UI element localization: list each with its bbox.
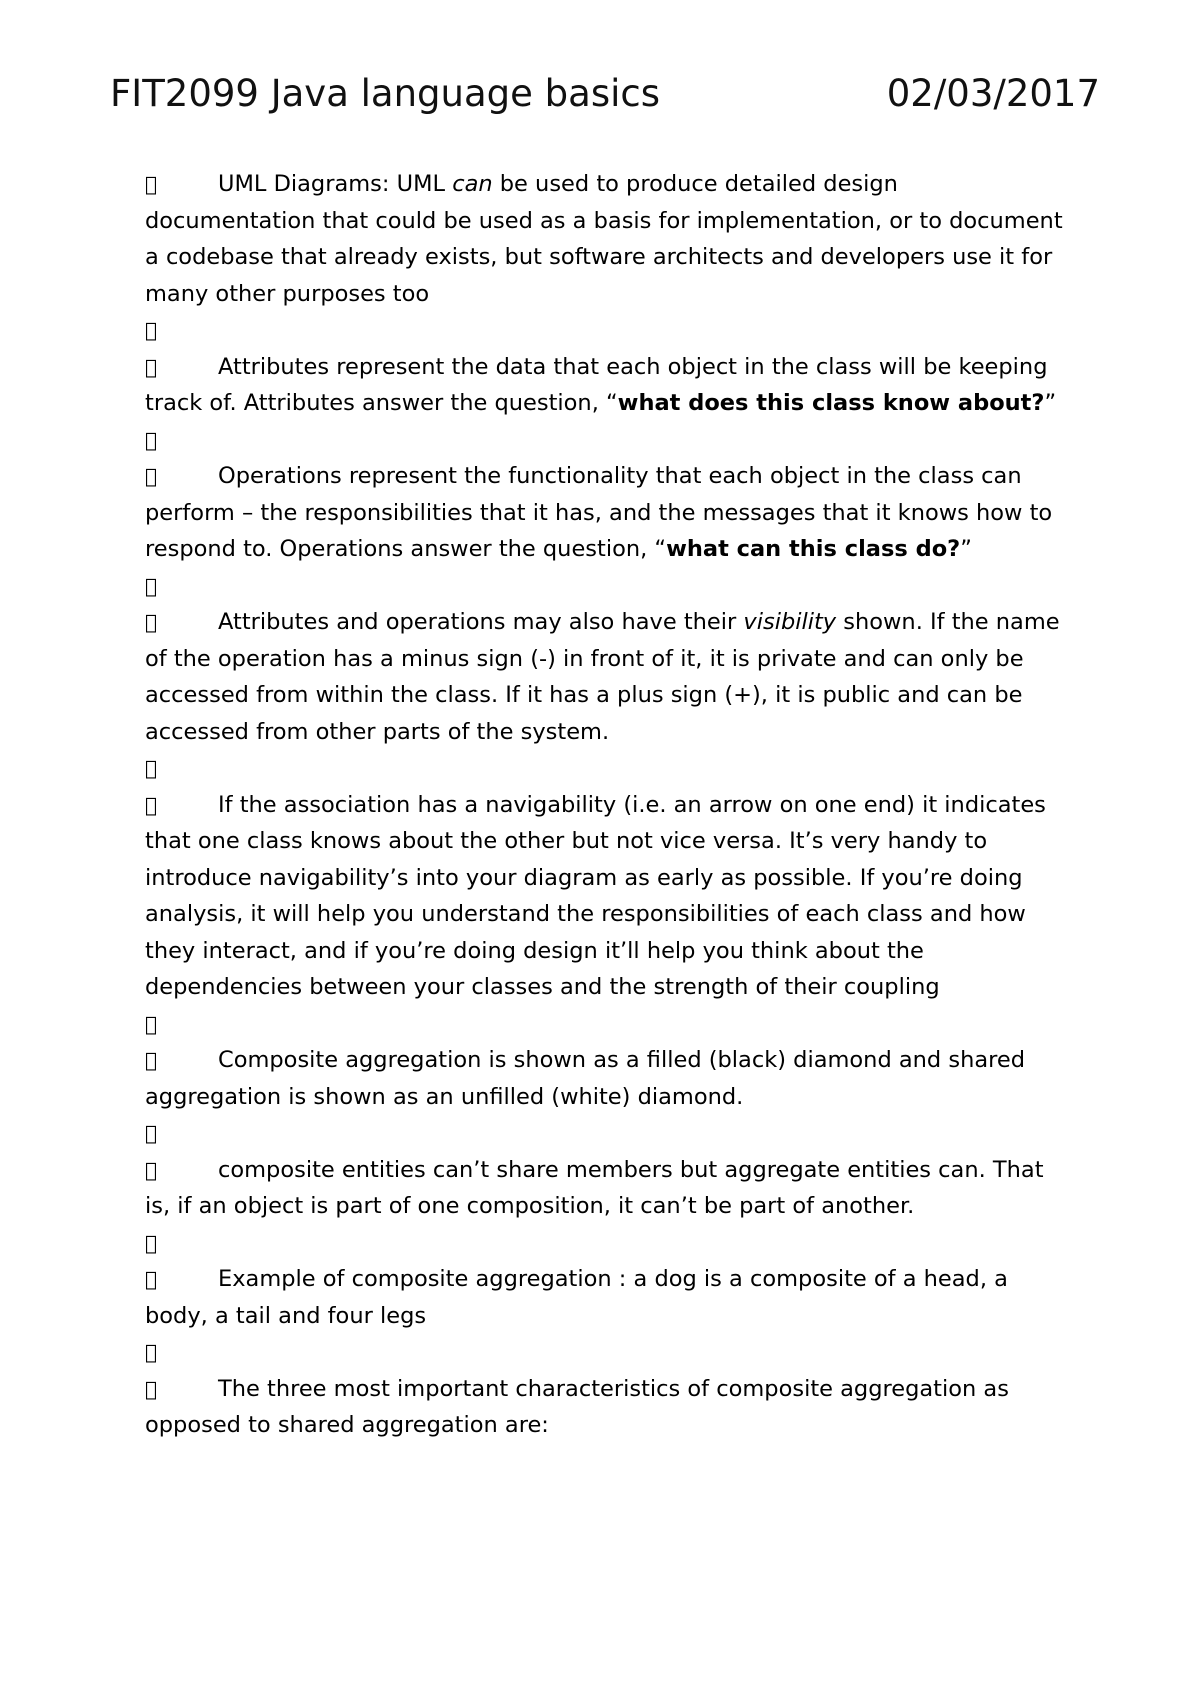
empty-bullet <box>145 750 1075 787</box>
item-text-bold: what can this class do? <box>666 536 961 562</box>
bullet-icon <box>145 568 157 605</box>
item-text: ” <box>960 536 972 562</box>
item-text: composite entities can’t share members but aggregate entities can. That is, if an object is part of one composition, it can’t be part of another. <box>145 1156 1044 1219</box>
bullet-icon <box>145 422 157 459</box>
bullet-icon <box>145 1261 218 1298</box>
document-date: 02/03/2017 <box>886 72 1100 115</box>
empty-bullet <box>145 1225 1075 1262</box>
empty-bullet <box>145 1006 1075 1043</box>
empty-bullet <box>145 568 1075 605</box>
empty-bullet <box>145 1115 1075 1152</box>
bullet-item-visibility <box>145 604 1075 750</box>
item-text: Attributes and operations may also have their <box>218 609 744 635</box>
item-text: Attributes represent the data that each object in the class will be keeping track of. Attributes answer the question, “ <box>145 353 1048 416</box>
item-text: shown. If the name of the operation has a minus sign (-) in front of it, it is private and can only be accessed from within the class. If it has a plus sign (+), it is public and can be accessed from other parts of the system. <box>145 609 1060 745</box>
item-text: Operations represent the functionality that each object in the class can perform – the responsibilities that it has, and the messages that it knows how to respond to. Operations answer the question, “ <box>145 463 1053 562</box>
bullet-icon <box>145 312 157 349</box>
bullet-icon <box>145 1006 157 1043</box>
bullet-icon <box>145 349 218 386</box>
bullet-icon <box>145 1371 218 1408</box>
bullet-icon <box>145 458 218 495</box>
page-header <box>110 70 1100 120</box>
bullet-icon <box>145 787 218 824</box>
bullet-item-example <box>145 1261 1075 1334</box>
item-text: UML Diagrams: UML <box>218 171 453 197</box>
bullet-item-operations <box>145 458 1075 568</box>
item-text-bold: what does this class know about? <box>617 390 1045 416</box>
bullet-item-navigability <box>145 787 1075 1006</box>
item-text: Composite aggregation is shown as a filled (black) diamond and shared aggregation is shown as an unfilled (white) diamond. <box>145 1047 1026 1110</box>
item-text-italic: can <box>452 171 493 197</box>
bullet-icon <box>145 166 218 203</box>
bullet-icon <box>145 1042 218 1079</box>
bullet-item-characteristics <box>145 1371 1075 1444</box>
item-text: If the association has a navigability (i.e. an arrow on one end) it indicates that one class knows about the other but not vice versa. It’s very handy to introduce navigability’s into your diagram as early as possible. If you’re doing analysis, it will help you understand the responsibilities of each class and how they interact, and if you’re doing design it’ll help you think about the dependencies between your classes and the strength of their coupling <box>145 791 1046 1000</box>
bullet-item-composite-aggregation <box>145 1042 1075 1115</box>
bullet-icon <box>145 750 157 787</box>
bullet-item-attributes <box>145 349 1075 422</box>
item-text-italic: visibility <box>743 609 837 635</box>
item-text: ” <box>1044 390 1057 416</box>
bullet-item-uml-diagrams <box>145 166 1075 312</box>
bullet-icon <box>145 1152 218 1189</box>
bullet-icon <box>145 1115 157 1152</box>
empty-bullet <box>145 1334 1075 1371</box>
empty-bullet <box>145 422 1075 459</box>
document-body <box>145 166 1075 1444</box>
item-text: be used to produce detailed design documentation that could be used as a basis for implementation, or to document a codebase that already exists, but software architects and developers use it for many other purposes too <box>145 171 1063 307</box>
bullet-icon <box>145 1334 157 1371</box>
item-text: Example of composite aggregation : a dog is a composite of a head, a body, a tail and four legs <box>145 1266 1008 1329</box>
bullet-icon <box>145 604 218 641</box>
bullet-icon <box>145 1225 157 1262</box>
item-text: The three most important characteristics of composite aggregation as opposed to shared aggregation are: <box>145 1375 1009 1438</box>
document-title: FIT2099 Java language basics <box>110 72 660 115</box>
bullet-item-composite-entities <box>145 1152 1075 1225</box>
empty-bullet <box>145 312 1075 349</box>
